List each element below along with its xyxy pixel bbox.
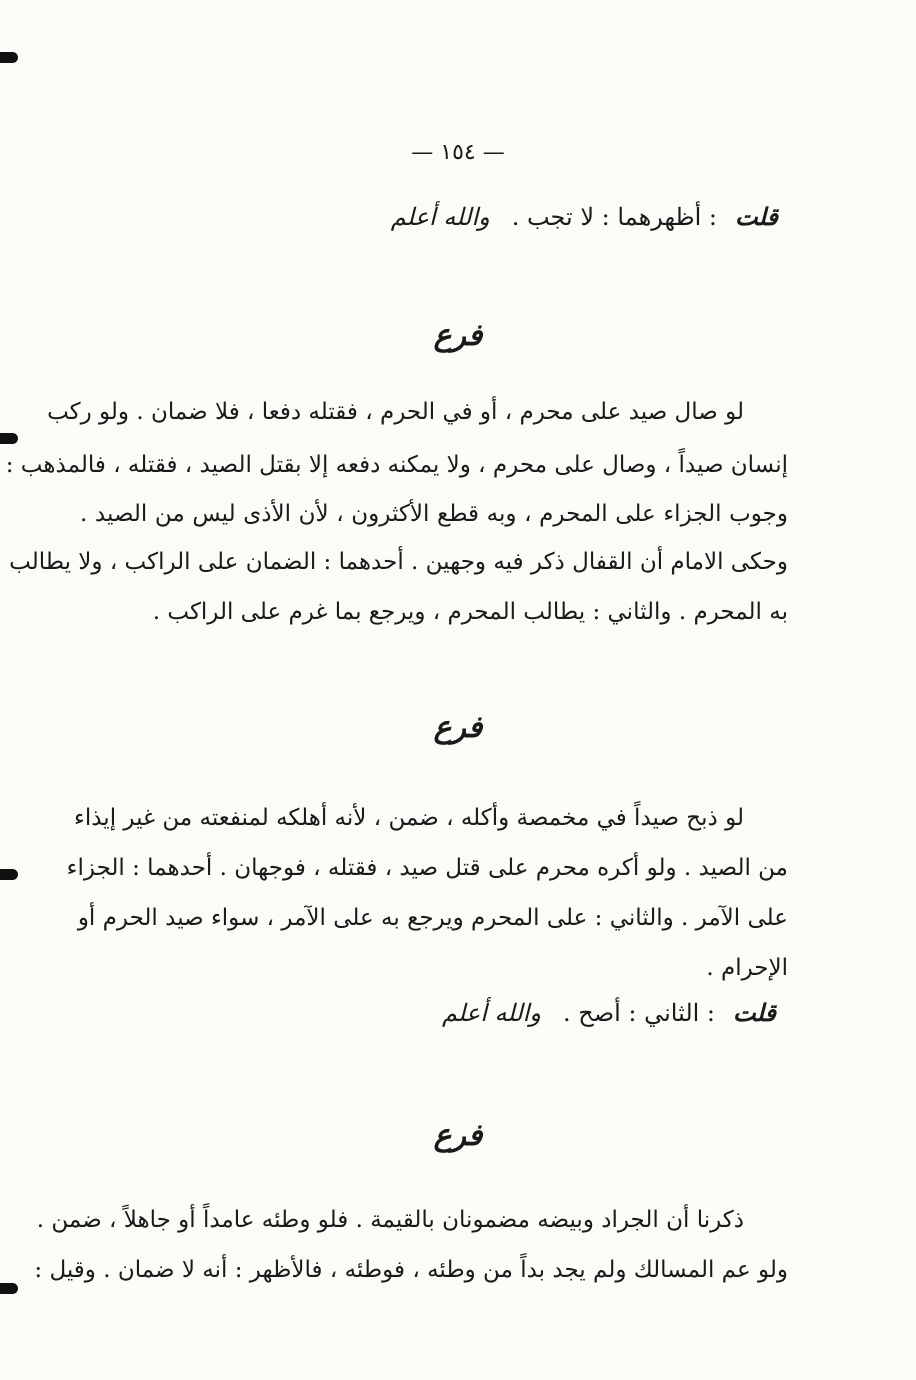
binding-mark	[0, 869, 18, 880]
page-number: — ١٥٤ —	[411, 140, 505, 165]
section-note	[442, 998, 776, 1028]
note-closing: والله أعلم	[442, 999, 541, 1027]
binding-mark	[0, 52, 18, 63]
text-line: لو صال صيد على محرم ، أو في الحرم ، فقتله دفعا ، فلا ضمان . ولو ركب	[47, 399, 744, 425]
text-line: ذكرنا أن الجراد وبيضه مضمونان بالقيمة . فلو وطئه عامداً أو جاهلاً ، ضمن .	[36, 1207, 744, 1233]
section-heading: فرع	[433, 1118, 483, 1153]
note-statement: : الثاني : أصح .	[562, 999, 716, 1027]
binding-mark	[0, 433, 18, 444]
text-line: على الآمر . والثاني : على المحرم ويرجع به على الآمر ، سواء صيد الحرم أو	[77, 905, 788, 931]
text-line: إنسان صيداً ، وصال على محرم ، ولا يمكنه دفعه إلا بقتل الصيد ، فقتله ، فالمذهب :	[5, 452, 788, 478]
section-heading: فرع	[433, 318, 483, 353]
opening-note	[391, 202, 778, 232]
text-line: ولو عم المسالك ولم يجد بداً من وطئه ، فوطئه ، فالأظهر : أنه لا ضمان . وقيل :	[34, 1257, 788, 1283]
section-heading: فرع	[433, 710, 483, 745]
text-line: وحكى الامام أن القفال ذكر فيه وجهين . أحدهما : الضمان على الراكب ، ولا يطالب	[9, 549, 788, 575]
note-statement: : أظهرهما : لا تجب .	[511, 203, 718, 231]
text-line: الإحرام .	[706, 955, 788, 981]
note-closing: والله أعلم	[390, 203, 490, 231]
text-line: وجوب الجزاء على المحرم ، وبه قطع الأكثرون ، لأن الأذى ليس من الصيد .	[80, 501, 788, 527]
note-label: قلت	[733, 998, 776, 1027]
binding-mark	[0, 1283, 18, 1294]
note-label: قلت	[735, 202, 778, 231]
text-line: لو ذبح صيداً في مخمصة وأكله ، ضمن ، لأنه أهلكه لمنفعته من غير إيذاء	[74, 805, 744, 831]
text-line: من الصيد . ولو أكره محرم على قتل صيد ، فقتله ، فوجهان . أحدهما : الجزاء	[66, 855, 788, 881]
text-line: به المحرم . والثاني : يطالب المحرم ، ويرجع بما غرم على الراكب .	[152, 599, 788, 625]
